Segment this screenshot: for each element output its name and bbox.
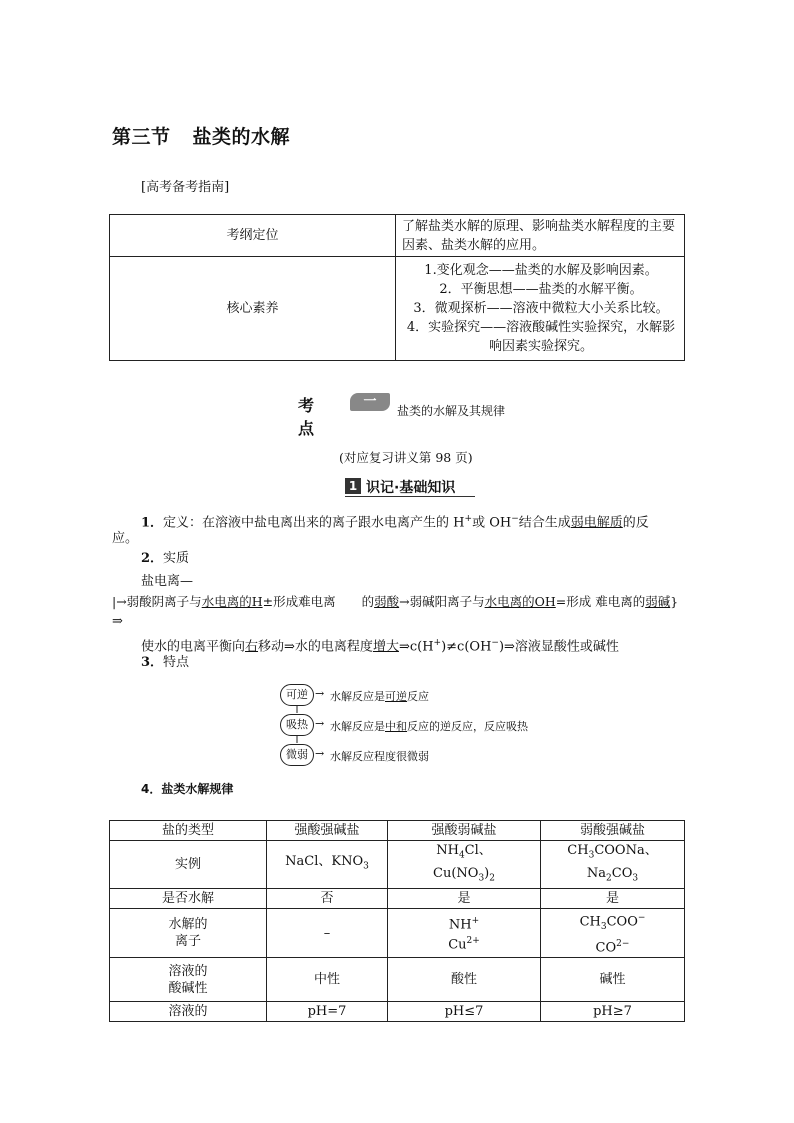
formula-line: $Na_2CO_3$: [586, 865, 639, 884]
essence-term: 水电离的H: [201, 594, 263, 609]
ion-line: $CH_3COO^-$: [579, 913, 646, 933]
essence-text: 使水的电离平衡向: [141, 639, 246, 655]
feature-term: 可逆: [385, 690, 407, 703]
formula: COONa、: [594, 843, 658, 858]
feature-text-part: 反应: [407, 690, 429, 703]
table-cell: 是: [541, 889, 685, 909]
feature-text: [330, 718, 528, 734]
rules-label: 盐类水解规律: [161, 782, 234, 796]
essence-text: =形成 难电离的: [555, 594, 646, 609]
header-cell: 盐的类型: [110, 821, 267, 841]
row-label-line: 离子: [174, 934, 201, 950]
header-cell: 强酸强碱盐: [267, 821, 388, 841]
item-number: 4．: [141, 782, 162, 796]
table-row: [110, 1002, 685, 1022]
arrow-icon: →: [315, 687, 325, 700]
table-row: [110, 215, 685, 257]
formula: Cl、: [464, 843, 492, 858]
definition-term: 弱电解质: [570, 515, 623, 531]
formula: CH: [567, 843, 589, 858]
essence-text: )⇒溶液显酸性或碱性: [498, 639, 619, 655]
header-cell: 强酸弱碱盐: [388, 821, 541, 841]
table-cell: [541, 841, 685, 889]
table-header-row: [110, 821, 685, 841]
feature-text: [330, 688, 429, 704]
ion: CH: [579, 914, 601, 930]
features-label: 特点: [163, 655, 190, 670]
ion-line: NH+: [448, 915, 480, 933]
feature-text-part: 水解反应是: [330, 720, 385, 733]
ion: NH: [448, 917, 472, 933]
essence-text: ±形成难电离: [262, 594, 336, 609]
essence-line-1: 盐电离—: [141, 574, 194, 589]
table-cell: NaCl、$KNO_3$: [267, 841, 388, 889]
ion: CO: [595, 940, 617, 956]
essence-text: )≠c(OH: [441, 639, 492, 655]
core-item: 2．平衡思想——盐类的水解平衡。: [439, 282, 643, 297]
arrow-icon: →: [315, 747, 325, 760]
table-row: [110, 889, 685, 909]
definition-text: 定义：在溶液中盐电离出来的离子跟水电离产生的 H: [163, 515, 465, 531]
essence-label: 实质: [163, 551, 190, 566]
page-reference: (对应复习讲义第 98 页): [339, 450, 473, 465]
formula: ): [484, 865, 490, 881]
row-label-line: 酸碱性: [168, 980, 208, 996]
definition-text: 或 OH: [472, 515, 512, 531]
feature-oval-weak: 微弱: [280, 744, 314, 766]
formula: CO: [611, 865, 633, 881]
guide-content-cell: [396, 257, 685, 361]
feature-term: 中和: [385, 720, 407, 733]
table-cell: 是: [388, 889, 541, 909]
section-divider: [345, 496, 475, 497]
formula-line: $Cu(NO_3)_2$: [433, 865, 495, 884]
core-item: 3．微观探析——溶液中微粒大小关系比较。: [413, 301, 669, 316]
row-label: [110, 958, 267, 1002]
essence-text: 移动⇒水的电离程度: [258, 639, 373, 655]
essence-term: 增大: [372, 639, 399, 655]
row-label-line: 水解的: [168, 917, 208, 933]
formula: Cu(NO: [433, 865, 479, 881]
title-topic: 盐类的水解: [192, 126, 291, 148]
essence-line-2: [112, 592, 678, 612]
rules-heading: [141, 779, 233, 799]
row-label: 实例: [110, 841, 267, 889]
guide-table: [109, 214, 685, 361]
kaodian-banner: [350, 393, 390, 411]
section-number-badge: 1: [345, 478, 361, 494]
essence-term: 弱碱: [645, 594, 671, 609]
table-cell: [541, 909, 685, 958]
hydrolysis-rule-table: [109, 820, 685, 1022]
row-label: 是否水解: [110, 889, 267, 909]
formula-line: $NH_4Cl$、: [436, 843, 492, 861]
ion-line: $Cu^{2+}$: [448, 936, 480, 953]
feature-oval-reversible: 可逆: [280, 684, 314, 706]
essence-term: 水电离的OH: [484, 594, 556, 609]
arrow-icon: →: [315, 717, 325, 730]
essence-text: →弱碱阳离子与: [399, 594, 485, 609]
kaodian-subtitle: 盐类的水解及其规律: [397, 404, 506, 418]
row-label: 溶液的: [110, 1002, 267, 1022]
table-row: [110, 909, 685, 958]
section-title: 识记·基础知识: [366, 480, 456, 496]
kaodian-label: 考点: [298, 396, 316, 438]
feature-text-part: 反应的逆反应，反应吸热: [407, 720, 528, 733]
essence-text: }: [670, 594, 679, 609]
feature-text: 水解反应程度很微弱: [330, 750, 429, 763]
title-chapter: 第三节: [112, 126, 171, 148]
essence-term: 右: [245, 639, 259, 655]
kaodian-number: 一: [363, 394, 377, 409]
essence-text: 的: [361, 594, 375, 609]
item-number: 1．: [141, 515, 164, 531]
item-number: 2．: [141, 551, 164, 566]
formula: NH: [436, 843, 459, 858]
core-item: 1.变化观念——盐类的水解及影响因素。: [424, 263, 658, 278]
table-cell: pH≥7: [541, 1002, 685, 1022]
essence-text: ⇒c(H: [398, 639, 434, 655]
page-title: [112, 122, 290, 149]
essence-line-3: ⇒: [112, 614, 123, 629]
table-row: [110, 958, 685, 1002]
feature-text-part: 水解反应是: [330, 690, 385, 703]
table-row: [110, 841, 685, 889]
table-row: [110, 257, 685, 361]
ion: Cu: [448, 937, 467, 953]
definition-text: 的反: [622, 515, 649, 531]
guide-label-cell: 核心素养: [110, 257, 396, 361]
definition-line: 1．定义：在溶液中盐电离出来的离子跟水电离产生的 H+或 OH−结合生成弱电解质的反: [141, 514, 649, 531]
ion-line: $CO^{2-}$: [595, 939, 630, 956]
table-cell: [388, 909, 541, 958]
definition-text: 结合生成: [518, 515, 571, 531]
table-cell: 碱性: [541, 958, 685, 1002]
table-cell: [388, 841, 541, 889]
essence-heading: [141, 549, 189, 569]
essence-term: 弱酸: [374, 594, 400, 609]
table-cell: pH=7: [267, 1002, 388, 1022]
essence-line-4: 使水的电离平衡向右移动⇒水的电离程度增大⇒c(H+)≠c(OH−)⇒溶液显酸性或碱性: [141, 638, 619, 655]
features-diagram: [280, 684, 550, 770]
formula: Na: [586, 865, 607, 881]
table-cell: 酸性: [388, 958, 541, 1002]
guide-label-cell: 考纲定位: [110, 215, 396, 257]
formula: NaCl、KNO: [285, 854, 364, 870]
core-item: 4．实验探究——溶液酸碱性实验探究，水解影响因素实验探究。: [406, 320, 676, 354]
table-cell: 中性: [267, 958, 388, 1002]
row-label-line: 溶液的: [168, 963, 208, 979]
table-cell: –: [267, 909, 388, 958]
row-label: [110, 909, 267, 958]
formula-line: $CH_3COONa$、: [567, 843, 658, 861]
definition-line-continued: 应。: [112, 531, 139, 546]
header-cell: 弱酸强碱盐: [541, 821, 685, 841]
guide-content-cell: 了解盐类水解的原理、影响盐类水解程度的主要因素、盐类水解的应用。: [396, 215, 685, 257]
item-number: 3．: [141, 655, 164, 670]
table-cell: 否: [267, 889, 388, 909]
feature-oval-endothermic: 吸热: [280, 714, 314, 736]
table-cell: pH≤7: [388, 1002, 541, 1022]
ion: COO: [606, 914, 638, 930]
essence-text: |→弱酸阴离子与: [112, 594, 202, 609]
guide-label: [高考备考指南]: [141, 180, 230, 195]
features-heading: [141, 653, 189, 673]
